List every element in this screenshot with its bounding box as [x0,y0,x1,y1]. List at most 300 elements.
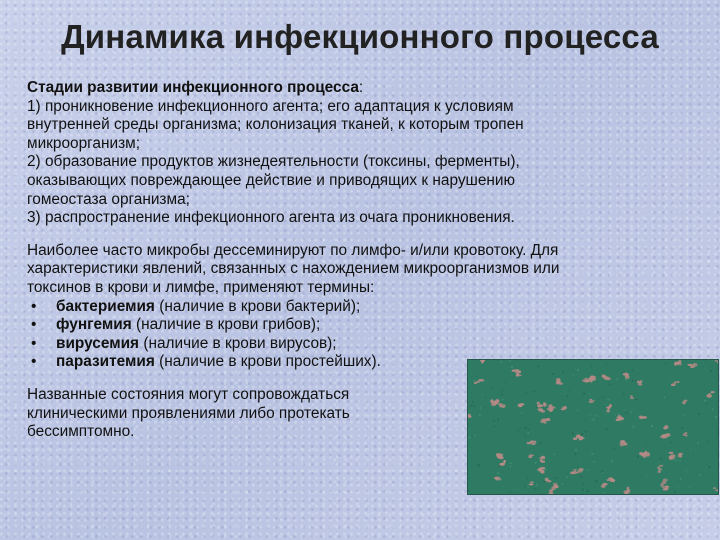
term-name: бактериемия [56,297,155,315]
bullet-icon: • [31,334,37,352]
cell-blob [647,452,650,454]
cell-blob [529,483,534,485]
texture-speck [649,402,650,403]
conclusion-line: Названные состояния могут сопровождаться [27,385,350,403]
cell-blob [539,404,543,407]
texture-speck [572,375,574,377]
cell-blob [682,401,686,404]
texture-speck [568,389,569,390]
texture-speck [711,383,712,384]
cell-blob [630,397,634,399]
cell-blob [625,491,627,494]
texture-speck [585,418,586,419]
texture-speck [581,433,583,435]
texture-speck [665,378,666,379]
texture-speck [664,396,666,398]
cell-blob [714,360,718,362]
cell-blob [518,371,521,374]
texture-speck [515,489,516,490]
list-item [27,335,703,354]
texture-speck [544,481,546,483]
texture-speck [526,392,527,393]
texture-speck [575,369,576,370]
cell-blob [663,478,668,481]
texture-speck [555,406,556,407]
dissemination-paragraph [27,242,703,372]
texture-speck [632,477,633,478]
texture-speck [651,381,652,382]
cell-blob [608,477,613,479]
texture-speck [473,405,475,407]
cell-blob [543,422,546,424]
cell-blob [637,381,640,384]
texture-speck [646,476,647,477]
texture-speck [603,492,605,494]
texture-speck [712,360,713,361]
texture-speck [483,407,484,408]
bullet-icon: • [31,316,37,334]
texture-speck [605,428,607,430]
cell-blob [671,383,676,386]
texture-speck [529,461,530,462]
bullet-icon: • [31,297,37,315]
texture-speck [691,436,692,437]
texture-speck [541,376,542,377]
texture-speck [567,395,569,397]
texture-speck [550,428,551,429]
texture-speck [644,362,645,363]
texture-speck [614,419,615,420]
texture-speck [631,361,632,362]
texture-speck [473,380,475,382]
cell-blob [538,408,543,410]
texture-speck [523,406,524,407]
texture-speck [677,487,678,488]
texture-speck [628,485,629,486]
texture-speck [712,491,713,492]
cell-blob [503,460,506,463]
texture-speck [497,418,499,420]
texture-speck [607,399,609,401]
cell-blob [553,483,557,485]
stage-line: 3) распространение инфекционного агента из очага проникновения. [27,209,515,227]
term-desc: (наличие в крови вирусов); [139,334,337,352]
texture-speck [580,458,581,459]
texture-speck [504,382,505,383]
texture-speck [706,403,708,405]
texture-speck [577,410,579,412]
texture-speck [479,414,481,416]
texture-speck [690,449,691,450]
texture-speck [595,480,597,482]
texture-speck [589,414,591,416]
cell-blob [543,403,547,407]
texture-speck [660,458,662,460]
cell-blob [625,375,630,379]
texture-speck [545,469,547,471]
cell-blob [620,444,624,446]
texture-speck [600,486,601,487]
cell-blob [530,481,534,483]
texture-speck [592,418,594,420]
dissemination-line: токсинов в крови и лимфе, применяют термины: [27,278,375,296]
texture-speck [705,461,706,462]
stages-paragraph [27,79,703,228]
texture-speck [536,407,537,408]
texture-speck [598,390,599,391]
texture-speck [535,488,537,490]
texture-speck [586,490,588,492]
texture-speck [630,411,632,413]
cell-blob [499,463,502,465]
texture-speck [699,474,701,476]
texture-speck [602,397,603,398]
texture-speck [680,478,682,480]
texture-speck [593,461,595,463]
texture-speck [537,365,539,367]
cell-blob [518,374,522,376]
texture-speck [485,389,486,390]
texture-speck [530,424,531,425]
cell-blob [639,380,642,383]
cell-blob [602,483,607,486]
texture-speck [527,432,529,434]
texture-speck [488,379,489,380]
texture-speck [676,459,678,461]
micrograph-image [467,359,719,495]
cell-blob [589,399,592,401]
texture-speck [590,435,591,436]
cell-blob [610,479,615,482]
texture-speck [510,466,512,468]
texture-speck [497,472,499,474]
stage-line: внутренней среды организма; колонизация тканей, к которым тропен [27,116,524,134]
conclusion-line: бессимптомно. [27,423,135,441]
cell-blob [495,399,499,403]
cell-blob [537,402,540,405]
term-desc: (наличие в крови бактерий); [154,297,361,315]
cell-blob [574,471,577,473]
texture-speck [541,493,542,494]
texture-speck [468,436,470,438]
cell-blob [658,471,661,474]
cell-blob [606,410,610,413]
cell-blob [573,437,577,440]
texture-speck [533,391,535,393]
bullet-icon: • [31,353,37,371]
texture-speck [468,425,469,427]
texture-speck [690,406,691,407]
texture-speck [527,478,529,480]
texture-speck [632,370,634,372]
texture-speck [528,429,530,431]
stage-line: оказывающих повреждающее действие и приводящих к нарушению [27,171,516,189]
texture-speck [494,426,495,427]
cell-blob [665,488,668,491]
cell-blob [677,362,681,364]
cell-blob [677,381,680,383]
cell-blob [618,415,621,417]
texture-speck [501,389,503,391]
cell-blob [588,378,591,380]
texture-speck [586,457,587,458]
texture-speck [487,478,488,479]
texture-speck [667,452,668,453]
cell-blob [663,427,667,430]
cell-blob [658,468,662,471]
stage-line: микроорганизм; [27,134,140,152]
texture-speck [561,483,563,485]
texture-speck [710,370,712,372]
cell-blob [573,469,577,471]
texture-speck [564,393,565,394]
texture-speck [615,414,616,415]
texture-speck [582,483,584,485]
texture-speck [651,425,653,427]
texture-speck [534,488,535,489]
term-desc: (наличие в крови грибов); [131,316,321,334]
texture-speck [602,473,603,474]
texture-speck [472,401,474,403]
texture-speck [578,427,579,428]
texture-speck [581,488,583,490]
texture-speck [540,442,542,444]
texture-speck [587,415,588,416]
texture-speck [555,477,557,479]
cell-blob [480,379,484,382]
texture-speck [562,371,564,373]
texture-speck [606,363,607,364]
texture-speck [524,486,525,487]
conclusion-paragraph [27,386,407,442]
texture-speck [635,399,637,401]
cell-blob [670,454,675,456]
texture-speck [707,428,708,429]
texture-speck [514,400,515,401]
texture-speck [586,447,588,449]
texture-speck [580,475,582,477]
cell-blob [579,468,584,471]
texture-speck [498,465,500,467]
texture-speck [470,405,472,407]
texture-speck [575,449,577,451]
texture-speck [604,404,605,405]
cell-blob [528,455,532,458]
slide-title: Динамика инфекционного процесса [61,18,659,55]
cell-blob [692,363,697,366]
term-name: фунгемия [56,316,132,334]
texture-speck [574,453,576,455]
texture-speck [623,371,624,372]
texture-speck [521,412,523,414]
texture-speck [513,448,514,449]
texture-speck [510,462,512,464]
cell-blob [545,478,549,482]
texture-speck [651,484,652,485]
cell-blob [607,378,611,381]
texture-speck [567,398,568,399]
cell-blob [549,409,552,412]
texture-speck [578,433,579,434]
texture-speck [715,416,717,418]
dissemination-line: характеристики явлений, связанных с нахождением микроорганизмов или [27,260,560,278]
texture-speck [509,360,511,361]
texture-speck [511,366,513,368]
list-item [27,316,703,335]
texture-speck [525,427,527,429]
texture-speck [554,362,555,363]
cell-blob [659,465,663,467]
texture-speck [471,392,472,393]
cell-blob [606,479,610,481]
cell-blob [630,395,633,397]
cell-blob [542,467,545,470]
texture-speck [668,415,669,416]
texture-speck [500,361,502,363]
texture-speck [632,426,634,428]
term-desc: (наличие в крови простейших). [154,353,381,371]
texture-speck [535,462,537,464]
texture-speck [622,379,623,380]
texture-speck [685,470,686,471]
texture-speck [698,413,700,415]
texture-speck [709,479,710,480]
texture-speck [616,378,618,380]
cell-blob [499,404,502,407]
texture-speck [681,427,683,429]
texture-speck [566,476,568,478]
texture-speck [575,483,576,484]
cell-blob [685,435,688,437]
term-name: вирусемия [56,334,140,352]
texture-speck [536,484,538,486]
texture-speck [591,366,592,367]
texture-speck [528,487,529,488]
texture-speck [637,484,638,485]
texture-speck [510,491,512,493]
texture-speck [625,409,626,410]
dissemination-line: Наиболее часто микробы дессеминируют по лимфо- и/или кровотоку. Для [27,241,559,259]
texture-speck [665,363,667,365]
texture-speck [620,411,621,412]
texture-speck [588,393,589,394]
cell-blob [669,452,674,454]
texture-speck [705,360,706,361]
cell-blob [639,452,643,455]
stage-line: гомеостаза организма; [27,190,190,208]
texture-speck [485,381,486,382]
texture-speck [635,380,637,382]
conclusion-line: клиническими проявлениями либо протекать [27,404,350,422]
texture-speck [675,440,676,441]
texture-speck [501,394,503,396]
cell-blob [561,408,566,410]
texture-speck [550,363,551,364]
texture-speck [684,415,685,416]
texture-speck [671,441,673,443]
texture-speck [607,436,608,437]
texture-speck [553,453,555,455]
texture-speck [468,490,470,492]
texture-speck [552,373,554,375]
texture-speck [688,441,689,442]
texture-speck [510,365,511,366]
cell-blob [663,434,667,436]
texture-speck [601,470,603,472]
texture-speck [517,430,518,431]
texture-speck [474,435,476,437]
cell-blob [711,391,715,393]
texture-speck [627,447,628,448]
texture-speck [697,442,699,444]
cell-blob [540,470,544,474]
term-name: паразитемия [56,353,155,371]
texture-speck [572,432,573,433]
cell-blob [546,418,551,421]
cell-blob [530,440,534,442]
texture-speck [478,464,480,466]
stage-line: 1) проникновение инфекционного агента; его адаптация к условиям [27,97,514,115]
texture-speck [708,466,710,468]
texture-speck [618,413,620,415]
texture-speck [644,431,645,432]
cell-blob [541,456,545,459]
cell-blob [592,400,595,402]
micrograph-cells [468,360,718,494]
texture-speck [625,412,627,414]
texture-speck [632,380,634,382]
texture-speck [689,486,690,487]
texture-speck [537,438,538,439]
texture-speck [582,390,583,391]
texture-speck [491,387,493,389]
stages-lead: Стадии развитии инфекционного процесса [27,79,359,96]
cell-blob [674,381,677,384]
stages-colon: : [358,79,364,96]
texture-speck [594,414,596,416]
texture-speck [480,406,481,407]
cell-blob [715,489,718,491]
texture-speck [585,431,587,433]
texture-speck [637,456,639,458]
cell-blob [518,404,523,408]
texture-speck [591,453,593,455]
texture-speck [493,420,495,422]
texture-speck [635,360,636,361]
cell-blob [496,455,499,457]
texture-speck [502,399,504,401]
cell-blob [713,487,717,489]
texture-speck [554,444,555,445]
cell-blob [540,459,543,463]
list-item [27,298,703,317]
texture-speck [577,369,579,371]
texture-speck [587,469,589,471]
texture-speck [614,448,616,450]
cell-blob [640,415,643,418]
texture-speck [674,459,676,461]
cell-blob [620,440,625,442]
texture-speck [600,416,601,417]
texture-speck [679,460,681,462]
cell-blob [606,407,609,409]
texture-speck [480,409,482,411]
texture-speck [611,460,613,462]
texture-speck [623,393,625,395]
texture-speck [708,441,709,442]
texture-speck [704,400,706,402]
texture-speck [583,393,585,395]
